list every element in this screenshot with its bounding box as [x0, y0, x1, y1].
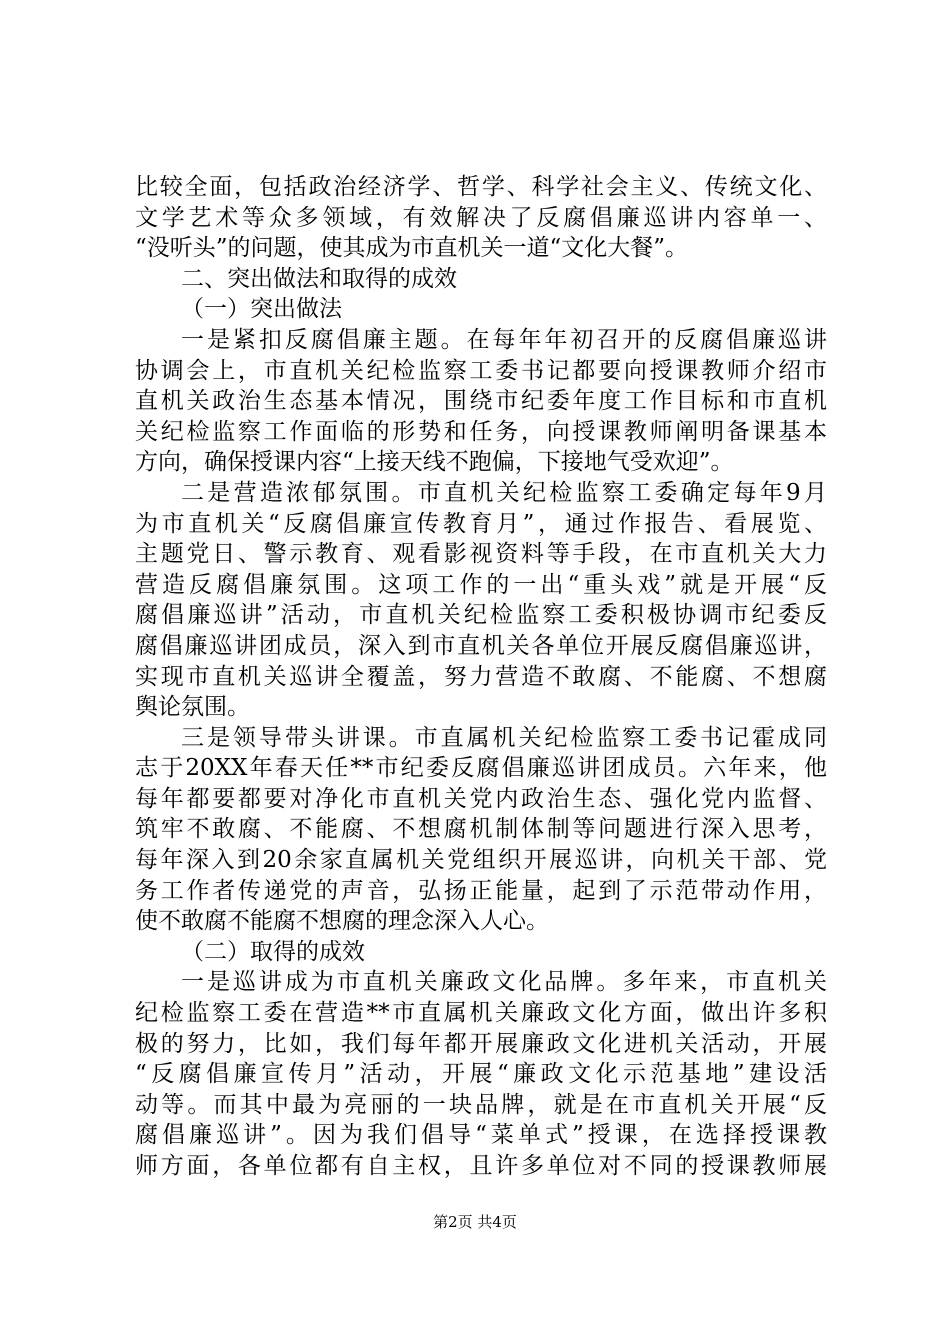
- text-line: 直机关政治生态基本情况，围绕市纪委年度工作目标和市直机: [135, 388, 827, 415]
- subsection-heading: （一）突出做法: [181, 296, 342, 323]
- text-line: 一是巡讲成为市直机关廉政文化品牌。多年来，市直机关: [181, 969, 827, 996]
- text-line: 腐倡廉巡讲”活动，市直机关纪检监察工委积极协调市纪委反: [135, 602, 827, 629]
- text-line: 协调会上，市直机关纪检监察工委书记都要向授课教师介绍市: [135, 357, 827, 384]
- text-line: 腐倡廉巡讲团成员，深入到市直机关各单位开展反腐倡廉巡讲，: [135, 632, 827, 659]
- text-line: 师方面，各单位都有自主权，且许多单位对不同的授课教师展: [135, 1153, 827, 1179]
- text-line: 筑牢不敢腐、不能腐、不想腐机制体制等问题进行深入思考，: [135, 816, 827, 843]
- text-line: 三是领导带头讲课。市直属机关纪检监察工委书记霍成同: [181, 724, 827, 751]
- page-footer: 第2页 共4页: [433, 1213, 517, 1231]
- text-line: 纪检监察工委在营造**市直属机关廉政文化方面，做出许多积: [135, 1000, 827, 1027]
- text-line: 方向，确保授课内容“上接天线不跑偏，下接地气受欢迎”。: [135, 449, 734, 476]
- text-line: “反腐倡廉宣传月”活动，开展“廉政文化示范基地”建设活: [135, 1061, 827, 1088]
- text-line: 每年深入到20余家直属机关党组织开展巡讲，向机关干部、党: [135, 847, 827, 874]
- text-line: 一是紧扣反腐倡廉主题。在每年年初召开的反腐倡廉巡讲: [181, 326, 827, 353]
- text-line: 极的努力，比如，我们每年都开展廉政文化进机关活动，开展: [135, 1030, 827, 1057]
- text-line: 比较全面，包括政治经济学、哲学、科学社会主义、传统文化、: [135, 174, 827, 200]
- text-line: 使不敢腐不能腐不想腐的理念深入人心。: [135, 908, 549, 935]
- text-line: 志于20XX年春天任**市纪委反腐倡廉巡讲团成员。六年来，他: [135, 755, 827, 782]
- text-line: 文学艺术等众多领域，有效解决了反腐倡廉巡讲内容单一、: [135, 204, 827, 231]
- text-line: 为市直机关“反腐倡廉宣传教育月”，通过作报告、看展览、: [135, 510, 827, 537]
- text-line: 关纪检监察工作面临的形势和任务，向授课教师阐明备课基本: [135, 418, 827, 445]
- text-line: 二是营造浓郁氛围。市直机关纪检监察工委确定每年9月: [181, 479, 827, 506]
- text-line: 实现市直机关巡讲全覆盖，努力营造不敢腐、不能腐、不想腐: [135, 663, 827, 690]
- subsection-heading: （二）取得的成效: [181, 938, 365, 965]
- text-line: 主题党日、警示教育、观看影视资料等手段，在市直机关大力: [135, 541, 827, 568]
- text-line: 动等。而其中最为亮丽的一块品牌，就是在市直机关开展“反: [135, 1091, 827, 1118]
- section-heading: 二、突出做法和取得的成效: [181, 265, 457, 292]
- text-line: 营造反腐倡廉氛围。这项工作的一出“重头戏”就是开展“反: [135, 571, 827, 598]
- text-line: 每年都要都要对净化市直机关党内政治生态、强化党内监督、: [135, 785, 827, 812]
- text-line: 舆论氛围。: [135, 694, 250, 721]
- text-line: 务工作者传递党的声音，弘扬正能量，起到了示范带动作用，: [135, 877, 827, 904]
- text-line: “没听头”的问题，使其成为市直机关一道“文化大餐”。: [135, 235, 689, 262]
- document-body: [135, 172, 827, 1182]
- text-line: 腐倡廉巡讲”。因为我们倡导“菜单式”授课，在选择授课教: [135, 1122, 827, 1149]
